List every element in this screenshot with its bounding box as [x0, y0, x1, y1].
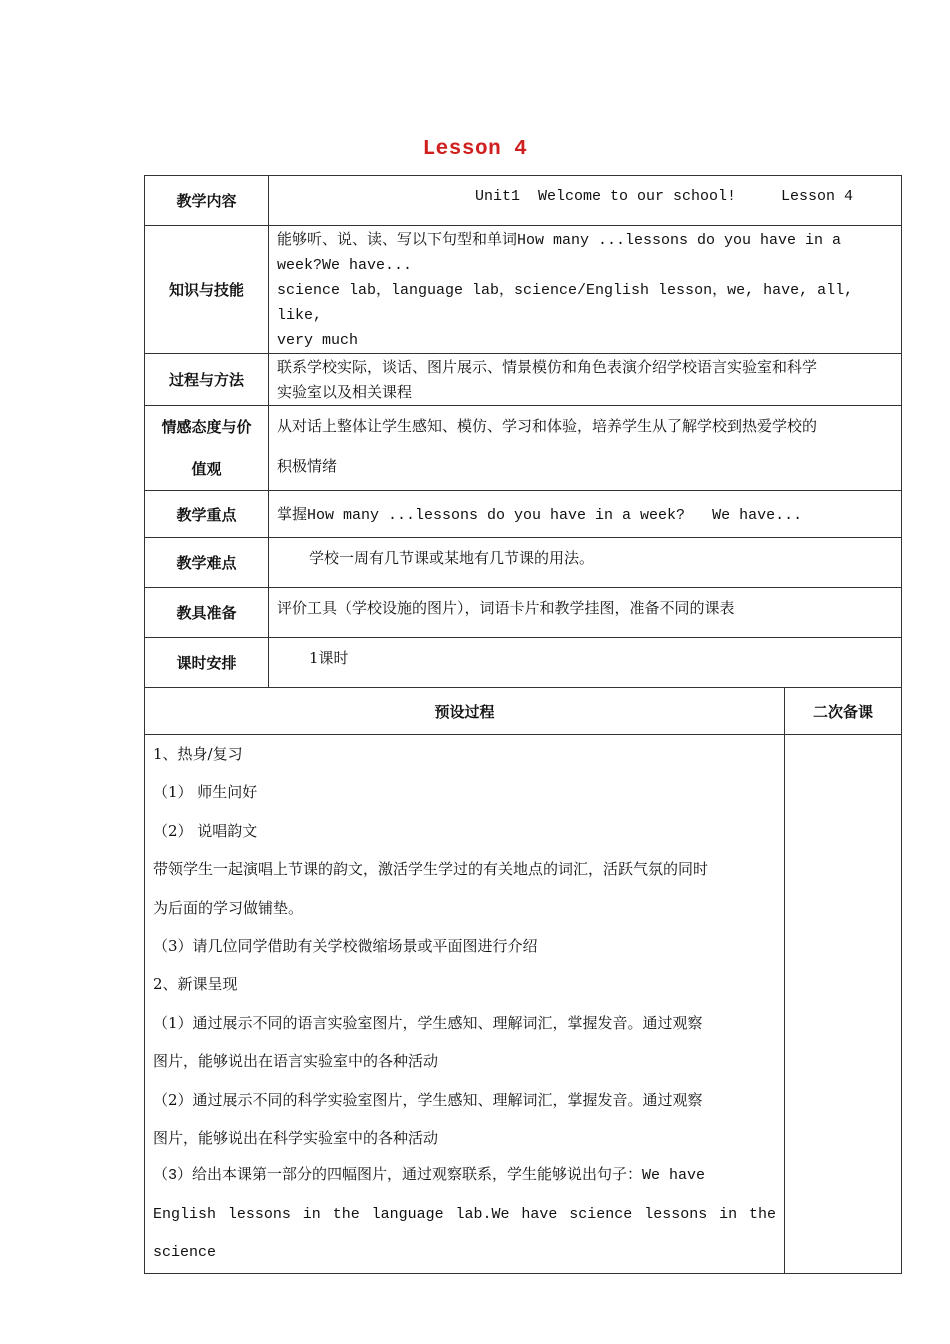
- skills-line-1: 能够听、说、读、写以下句型和单词How many ...lessons do you have in a: [277, 232, 842, 249]
- lesson-plan-table: [144, 175, 902, 1274]
- value-key-point: 掌握How many ...lessons do you have in a week? We have...: [269, 491, 902, 538]
- skills-line-3: science lab，language lab，science/English lesson，we, have, all, like,: [277, 282, 854, 324]
- skills-line-4: very much: [277, 332, 359, 349]
- process-line: 图片，能够说出在科学实验室中的各种活动: [153, 1129, 439, 1148]
- process-line: 带领学生一起演唱上节课的韵文，激活学生学过的有关地点的词汇，活跃气氛的同时: [153, 860, 709, 879]
- page-title: Lesson 4: [422, 138, 528, 161]
- label-schedule: 课时安排: [145, 638, 269, 688]
- method-line-2: 实验室以及相关课程: [277, 383, 413, 401]
- revision-column: [785, 735, 902, 1274]
- value-schedule: 1课时: [269, 638, 902, 688]
- process-line: （3）给出本课第一部分的四幅图片，通过观察联系，学生能够说出句子：We have: [153, 1167, 706, 1185]
- value-difficulty: 学校一周有几节课或某地有几节课的用法。: [269, 538, 902, 588]
- attitude-line-2: 积极情绪: [277, 457, 338, 475]
- row-process-header: [145, 688, 902, 735]
- row-tools: [145, 588, 902, 638]
- process-line: 图片，能够说出在语言实验室中的各种活动: [153, 1052, 439, 1071]
- row-difficulty: [145, 538, 902, 588]
- process-line: （1）通过展示不同的语言实验室图片，学生感知、理解词汇，掌握发音。通过观察: [153, 1013, 703, 1032]
- value-tools: 评价工具（学校设施的图片），词语卡片和教学挂图，准备不同的课表: [269, 588, 902, 638]
- value-skills: [269, 226, 902, 354]
- attitude-line-1: 从对话上整体让学生感知、模仿、学习和体验，培养学生从了解学校到热爱学校的: [277, 417, 818, 435]
- row-content: [145, 176, 902, 226]
- row-key-point: [145, 491, 902, 538]
- label-tools: 教具准备: [145, 588, 269, 638]
- process-line: （3）请几位同学借助有关学校微缩场景或平面图进行介绍: [153, 937, 538, 956]
- row-attitude: [145, 406, 902, 491]
- process-line: （2） 说唱韵文: [153, 821, 258, 840]
- value-content: Unit1 Welcome to our school! Lesson 4: [269, 176, 902, 226]
- label-method: 过程与方法: [145, 354, 269, 406]
- process-line: （2）通过展示不同的科学实验室图片，学生感知、理解词汇，掌握发音。通过观察: [153, 1090, 703, 1109]
- process-header: 预设过程: [145, 688, 785, 735]
- label-skills: 知识与技能: [145, 226, 269, 354]
- process-line: 为后面的学习做铺垫。: [153, 898, 304, 917]
- label-difficulty: 教学难点: [145, 538, 269, 588]
- row-skills: [145, 226, 902, 354]
- process-line: 2、新课呈现: [153, 975, 238, 994]
- skills-line-2: week?We have...: [277, 257, 413, 274]
- method-line-1: 联系学校实际，谈话、图片展示、情景模仿和角色表演介绍学校语言实验室和科学: [277, 358, 818, 376]
- process-line: （1） 师生问好: [153, 783, 258, 802]
- value-method: [269, 354, 902, 406]
- process-body: [145, 735, 785, 1274]
- revision-header: 二次备课: [785, 688, 902, 735]
- label-attitude: 情感态度与价 值观: [145, 406, 269, 491]
- process-line: 1、热身/复习: [153, 745, 243, 763]
- process-line: English lessons in the language lab.We have science lessons in the science: [153, 1205, 776, 1262]
- label-key-point: 教学重点: [145, 491, 269, 538]
- value-attitude: [269, 406, 902, 491]
- row-process-body: [145, 735, 902, 1274]
- row-method: [145, 354, 902, 406]
- label-content: 教学内容: [145, 176, 269, 226]
- row-schedule: [145, 638, 902, 688]
